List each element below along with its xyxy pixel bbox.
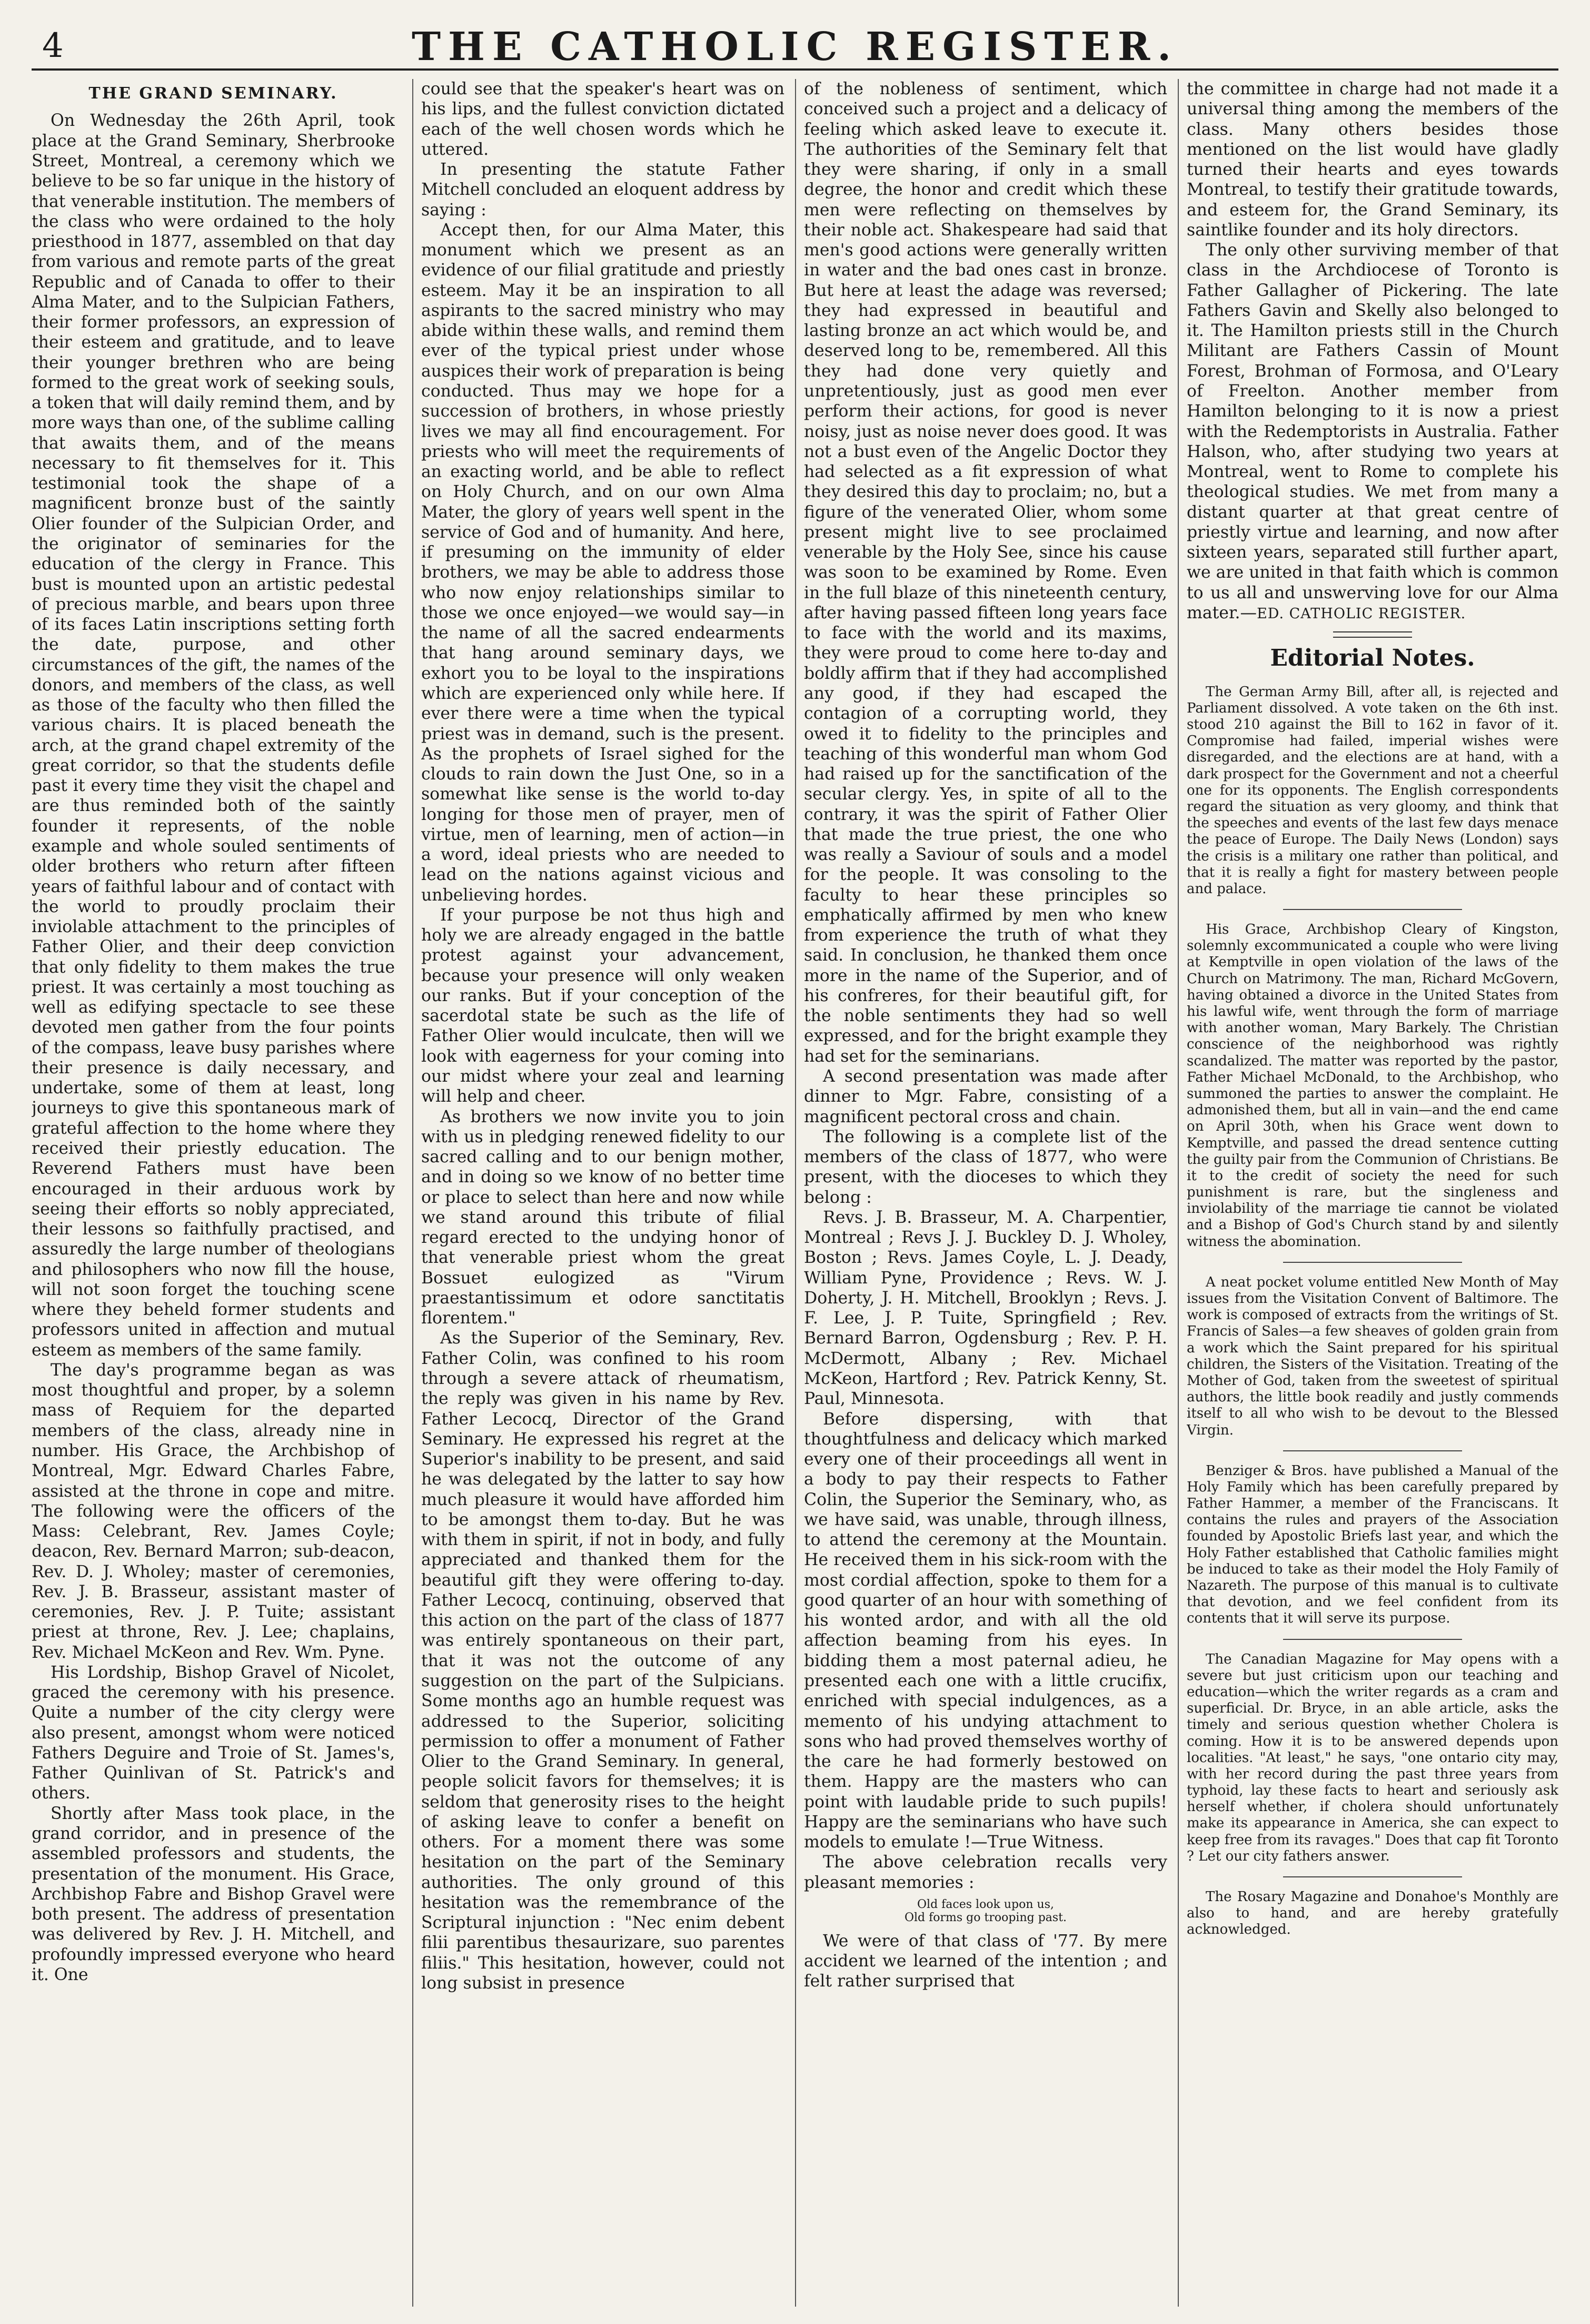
editorial-note: The Rosary Magazine and Donahoe's Monthly are also to hand, and are hereby gratefully acknowledged. xyxy=(1187,1889,1558,1938)
verse xyxy=(804,1898,1167,1925)
editorial-note: His Grace, Archbishop Cleary of Kingston, solemnly excommunicated a couple who were living at Kemptville in open violation of the laws of the Church on Matrimony. The man, Richard McGovern, having obtained a divorce in the United States from his lawful wife, went through the form of marriage with another woman, Mary Barkely. The Christian conscience of the neighborhood was rightly scandalized. The matter was reported by the pastor, Father Michael McDonald, to the Archbishop, who summoned the parties to answer the complaint. He admonished them, but all in vain—and the end came on April 30th, when his Grace went down to Kemptville, and passed the dread sentence cutting the guilty pair from the Communion of Christians. Be it to the credit of society the need for such punishment is rare, but the singleness and inviolability of the marriage tie cannot be violated and a Bishop of God's Church stand by and silently witness the abomination. xyxy=(1187,922,1558,1250)
paragraph: The above celebration recalls very pleasant memories : xyxy=(804,1853,1167,1892)
paragraph: In presenting the statute Father Mitchell concluded an eloquent address by saying : xyxy=(421,160,784,220)
note-divider xyxy=(1283,1262,1462,1263)
paragraph-text: The only other surviving member of that class in the Archdiocese of Toronto is Father Gallagher of Pickering. The late Fathers Gavin and Skelly also belonged to it. The Hamilton priests still in the Church Militant are Fathers Cassin of Mount Forest, Brohman of Formosa, and O'Leary of Freelton. Another member from Hamilton belonging to it is now a priest with the Redemptorists in Australia. Father Halson, who, after studying two years at Montreal, went to Rome to complete his theological studies. We met from many a distant quarter at that great centre of priestly virtue and learning, and now after sixteen years, separated still further apart, we are united in that faith which is common to us all and unswerving love for our Alma mater.— xyxy=(1187,241,1558,622)
editorial-note: The German Army Bill, after all, is rejected and Parliament dissolved. A vote taken on the 6th inst. stood 210 against the Bill to 162 in favor of it. Compromise had failed, imperial wishes were disregarded, and the elections are at hand, with a dark prospect for the Government and not a cheerful one for its opponents. The English correspondents regard the situation as very gloomy, and think that the speeches and events of the last few days menace the peace of Europe. The Daily News (London) says the crisis is a military one rather than political, and that it is really a fight for mastery between people and palace. xyxy=(1187,684,1558,897)
paragraph: Shortly after Mass took place, in the grand corridor, and in presence of the assembled professors and students, the presentation of the monument. His Grace, Archbishop Fabre and Bishop Gravel were both present. The address of presentation was delivered by Rev. J. H. Mitchell, and profoundly impressed everyone who heard it. One xyxy=(32,1804,395,1984)
verse-line: Old faces look upon us, xyxy=(917,1897,1054,1911)
page-number: 4 xyxy=(42,26,64,65)
editorial-heading: Editorial Notes. xyxy=(1270,645,1475,672)
paragraph: A second presentation was made after dinner to Mgr. Fabre, consisting of a magnificent pectoral cross and chain. xyxy=(804,1067,1167,1126)
paragraph: The day's programme began as was most thoughtful and proper, by a solemn mass of Requiem for the departed members of the class, already nine in number. His Grace, the Archbishop of Montreal, Mgr. Edward Charles Fabre, assisted at the throne in cope and mitre. The following were the officers of the Mass: Celebrant, Rev. James Coyle; deacon, Rev. Bernard Marron; sub-deacon, Rev. D. J. Wholey; master of ceremonies, Rev. J. B. Brasseur, assistant master of ceremonies, Rev. J. P. Tuite; assistant priest at throne, Rev. J. Lee; chaplains, Rev. Michael McKeon and Rev. Wm. Pyne. xyxy=(32,1360,395,1662)
columns xyxy=(32,79,1558,2307)
signature: ED. CATHOLIC REGISTER. xyxy=(1257,605,1466,622)
paragraph: Before dispersing, with that thoughtfulness and delicacy which marked every one of their proceedings all went in a body to pay their respects to Father Colin, the Superior the Seminary, who, as we have said, was unable, through illness, to attend the ceremony at the Mountain. He received them in his sick-room with the most cordial affection, spoke to them for a good quarter of an hour with something of his wonted ardor, and with all the old affection beaming from his eyes. In bidding them a most paternal adieu, he presented each one with a little crucifix, enriched with special indulgences, as a memento of his undying attachment to sons who had proved themselves worthy of the care he had formerly bestowed on them. Happy are the masters who can point with laudable pride to such pupils! Happy are the seminarians who have such models to emulate !—True Witness. xyxy=(804,1409,1167,1852)
paragraph: could see that the speaker's heart was on his lips, and the fullest conviction dictated each of the well chosen words which he uttered. xyxy=(421,80,784,159)
paragraph xyxy=(1187,240,1558,623)
paragraph: of the nobleness of sentiment, which conceived such a project and a delicacy of feeling which asked leave to execute it. The authorities of the Seminary felt that they were sharing, if only in a small degree, the honor and credit which these men were reflecting on themselves by their noble act. Shakespeare had said that men's good actions were generally written in water and the bad ones cast in bronze. But here at least the adage was reversed; they had expressed in beautiful and lasting bronze an act which would be, and deserved long to be, remembered. All this they had done very quietly and unpretentiously, just as good men ever perform their actions, for good is never noisy, just as noise never does good. It was not a bust even of the Angelic Doctor they had selected as a fit expression of what they desired this day to proclaim; no, but a figure of the venerated Olier, whom some present might live to see proclaimed venerable by the Holy See, since his cause was soon to be examined by Rome. Even in the full blaze of this nineteenth century, after having passed fifteen long years face to face with the world and its maxims, they were proud to come here to-day and boldly affirm that if they had accomplished any good, if they had escaped the contagion of a corrupting world, they owed it to fidelity to the principles and teaching of this wonderful man whom God had raised up for the sanctification of the secular clergy. Yes, in spite of all to the contrary, it was the spirit of Father Olier that made the true priest, the one who was really a Saviour of souls and a model for the people. It was consoling to the faculty to hear these principles so emphatically affirmed by men who knew from experience the truth of what they said. In conclusion, he thanked them once more in the name of the Superior, and of his confreres, for their beautiful gift, for the noble sentiments they had so well expressed, and for the bright example they had set for the seminarians. xyxy=(804,80,1167,1066)
column-3 xyxy=(804,79,1167,2307)
paragraph: As the Superior of the Seminary, Rev. Father Colin, was confined to his room through a severe attack of rheumatism, the reply was given in his name by Rev. Father Lecocq, Director of the Grand Seminary. He expressed his regret at the Superior's inability to be present, and said he was delegated by the latter to say how much pleasure it would have afforded him to be amongst them to-day. But he was with them in spirit, if not in body, and fully appreciated and thanked them for the beautiful gift they were offering to-day. Father Lecocq, continuing, observed that this action on the part of the class of 1877 was entirely spontaneous on their part, that it was not the outcome of any suggestion on the part of the Sulpicians. Some months ago an humble request was addressed to the Superior, soliciting permission to offer a monument of Father Olier to the Grand Seminary. In general, people solicit favors for themselves; it is seldom that generosity rises to the height of asking leave to confer a benefit on others. For a moment there was some hesitation on the part of the Seminary authorities. The only ground of this hesitation was the remembrance of the Scriptural injunction : "Nec enim debent filii parentibus thesaurizare, suo parentes filiis." This hesitation, however, could not long subsist in presence xyxy=(421,1329,784,1993)
masthead xyxy=(32,16,1558,71)
paragraph: As brothers we now invite you to join with us in pledging renewed fidelity to our sacred calling and to our benign mother, and in doing so we know of no better time or place to select than here and now while we stand around this tribute of filial regard erected to the undying honor of that venerable priest whom the great Bossuet eulogized as "Virum praestantissimum et odore sanctitatis florentem." xyxy=(421,1107,784,1328)
paragraph: If your purpose be not thus high and holy we are already engaged in the battle protest against your advancement, because your presence will only weaken our ranks. But if your conception of the sacerdotal state be such as the life of Father Olier would inculcate, then will we look with eagerness for your coming into our midst where your zeal and learning will help and cheer. xyxy=(421,905,784,1106)
paragraph: The following is a complete list of the members of the class of 1877, who were present, with the dioceses to which they belong : xyxy=(804,1127,1167,1207)
paragraph: Accept then, for our Alma Mater, this monument which we present as an evidence of our filial gratitude and priestly esteem. May it be an inspiration to all aspirants to the sacred ministry who may abide within these walls, and remind them ever of the typical priest under whose auspices their work of preparation is being conducted. Thus may we hope for a succession of brothers, in whose priestly lives we may all find encouragement. For priests who will meet the requirements of an exacting world, and be able to reflect on Holy Church, and on our own Alma Mater, the glory of years well spent in the service of God and of humanity. And here, if presuming on the immunity of elder brothers, we may be able to address those who now enjoy relationships similar to those we once enjoyed—we would say—in the name of all the sacred endearments that hang around seminary days, we exhort you to be loyal to the inspirations which are experienced only while here. If ever there were a time when the typical priest was in demand, such is the present. As the prophets of Israel sighed for the clouds to rain down the Just One, so in a somewhat like sense is the world to-day longing for those men of prayer, men of virtue, men of learning, men of action—in a word, ideal priests who are needed to lead on the nations against vicious and unbelieving hordes. xyxy=(421,220,784,905)
column-1 xyxy=(32,79,395,2307)
article-heading: THE GRAND SEMINARY. xyxy=(88,84,338,103)
note-divider xyxy=(1283,1639,1462,1640)
column-2 xyxy=(421,79,784,2307)
ornament-divider xyxy=(1333,631,1412,638)
note-divider xyxy=(1283,909,1462,910)
editorial-note: Benziger & Bros. have published a Manual of the Holy Family which has been carefully prepared by Father Hammer, a member of the Franciscans. It contains the rules and prayers of the Association founded by Apostolic Briefs last year, and which the Holy Father established that Catholic families might be induced to take as their model the Holy Family of Nazareth. The purpose of this manual is to cultivate that devotion, and we feel confident from its contents that it will serve its purpose. xyxy=(1187,1462,1558,1627)
paragraph: On Wednesday the 26th April, took place at the Grand Seminary, Sherbrooke Street, Montreal, a ceremony which we believe to be so far unique in the history of that venerable institution. The members of the class who were ordained to the holy priesthood in 1877, assembled on that day from various and remote parts of the great Republic and of Canada to offer to their Alma Mater, and to the Sulpician Fathers, their former professors, an expression of their esteem and gratitude, and to leave their younger brethren who are being formed to the great work of seeking souls, a token that will daily remind them, and by more ways than one, of the sublime calling that awaits them, and of the means necessary to fit themselves for it. This testimonial took the shape of a magnificent bronze bust of the saintly Olier founder of the Sulpician Order, and the originator of seminaries for the education of the clergy in France. This bust is mounted upon an artistic pedestal of precious marble, and bears upon three of its faces Latin inscriptions setting forth the date, purpose, and other circumstances of the gift, the names of the donors, and members of the class, as well as those of the faculty who then filled the various chairs. It is placed beneath the arch, at the grand chapel extremity of the great corridor, so that the students defile past it every time they visit the chapel and are thus reminded both of the saintly founder it represents, of the noble example and whole souled sentiments of older brothers who return after fifteen years of faithful labour and of contact with the world to proudly proclaim their inviolable attachment to the principles of Father Olier, and their deep conviction that only fidelity to them makes the true priest. It was certainly a most touching as well as edifying spectacle to see these devoted men gather from the four points of the compass, leave busy parishes where their presence is daily necessary, and undertake, some of them at least, long journeys to give this spontaneous mark of grateful affection to the home where they received their priestly education. The Reverend Fathers must have been encouraged in their arduous work by seeing their efforts so nobly appreciated, their lessons so faithfully practised, and assuredly the large number of theologians and philosophers who now fill the house, will not soon forget the touching scene where they beheld former students and professors united in affection and mutual esteem as members of the same family. xyxy=(32,111,395,1360)
note-divider xyxy=(1283,1876,1462,1877)
paragraph: Revs. J. B. Brasseur, M. A. Charpentier, Montreal ; Revs J. J. Buckley D. J. Wholey, Boston ; Revs. James Coyle, L. J. Deady, William Pyne, Providence ; Revs. W. J. Doherty, J. H. Mitchell, Brooklyn ; Revs. J. F. Lee, J. P. Tuite, Springfield ; Rev. Bernard Barron, Ogdensburg ; Rev. P. H. McDermott, Albany ; Rev. Michael McKeon, Hartford ; Rev. Patrick Kenny, St. Paul, Minnesota. xyxy=(804,1208,1167,1409)
verse-line: Old forms go trooping past. xyxy=(904,1911,1067,1925)
editorial-note: The Canadian Magazine for May opens with a severe but just criticism upon our teaching and education—which the writer regards as a cram and superficial. Dr. Bryce, in an able article, asks the timely and serious question whether Cholera is coming. How it is to be answered depends upon localities. "At least," he says, "one ontario city may, with her record during the past three years from typhoid, lay these facts to heart and seriously ask herself whether, if cholera should unfortunately make its appearance in America, she can expect to keep free from its ravages." Does that cap fit Toronto ? Let our city fathers answer. xyxy=(1187,1651,1558,1864)
paragraph: We were of that class of '77. By mere accident we learned of the intention ; and felt rather surprised that xyxy=(804,1931,1167,1991)
paragraph: His Lordship, Bishop Gravel of Nicolet, graced the ceremony with his presence. Quite a number of the city clergy were also present, amongst whom were noticed Fathers Deguire and Troie of St. James's, Father Quinlivan of St. Patrick's and others. xyxy=(32,1663,395,1803)
newspaper-title: THE CATHOLIC REGISTER. xyxy=(411,24,1179,70)
paragraph: the committee in charge had not made it a universal thing among the members of the class. Many others besides those mentioned on the list would have gladly turned their hearts and eyes towards Montreal, to testify their gratitude towards, and esteem for, the Grand Seminary, its saintlike founder and its holy directors. xyxy=(1187,80,1558,240)
editorial-note: A neat pocket volume entitled New Month of May issues from the Visitation Convent of Baltimore. The work is composed of extracts from the writings of St. Francis of Sales—a few sheaves of golden grain from a work which the Saint prepared for his spiritual children, the Sisters of the Visitation. Treating of the Mother of God, taken from the sweetest of spiritual authors, the little book readily and justly commends itself to all who wish to be devout to the Blessed Virgin. xyxy=(1187,1274,1558,1438)
column-4 xyxy=(1187,79,1558,2307)
note-divider xyxy=(1283,1450,1462,1451)
